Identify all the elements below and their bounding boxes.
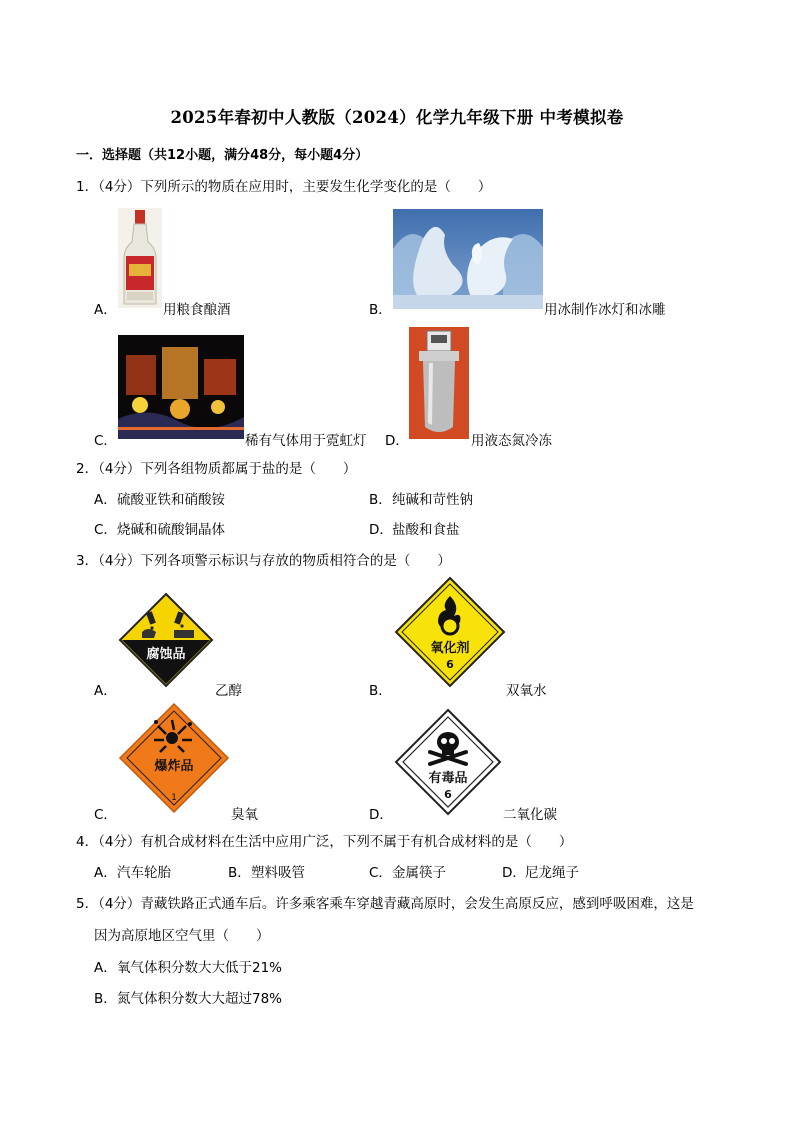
- q3-option-d-letter[interactable]: D．: [369, 807, 393, 823]
- liquid-nitrogen-tank-image: [409, 327, 469, 439]
- q4-option-b-letter[interactable]: B．: [228, 865, 251, 881]
- q3-option-c-text: 臭氧: [231, 807, 258, 823]
- q1-option-c-text: 稀有气体用于霓虹灯: [245, 433, 367, 449]
- toxic-sign-class: 6: [444, 788, 452, 801]
- oxidizer-sign-label: 氧化剂: [430, 641, 470, 656]
- q1-option-d-text: 用液态氮冷冻: [471, 433, 552, 449]
- q5-option-b-text: 氮气体积分数大大超过78%: [117, 991, 283, 1007]
- q3-option-b-letter[interactable]: B．: [369, 683, 392, 699]
- q1-option-d-letter[interactable]: D．: [385, 433, 409, 449]
- corrosive-sign-label: 腐蚀品: [146, 647, 186, 662]
- oxidizer-sign: [394, 576, 506, 688]
- corrosive-sign: [118, 592, 214, 688]
- oxidizer-sign-class: 6: [446, 658, 454, 671]
- q5-option-a-letter[interactable]: A．: [94, 960, 117, 976]
- explosive-sign-class: 1: [171, 793, 177, 803]
- q4-option-c-letter[interactable]: C．: [369, 865, 392, 881]
- neon-lights-image: [118, 335, 244, 439]
- toxic-sign-label: 有毒品: [428, 771, 468, 786]
- q1-option-b-letter[interactable]: B．: [369, 302, 392, 318]
- q3-option-b-text: 双氧水: [506, 683, 547, 699]
- q4-option-a-text: 汽车轮胎: [117, 865, 171, 881]
- question-5-stem: 5．（4分）青藏铁路正式通车后。许多乘客乘车穿越青藏高原时，会发生高原反应，感到呼吸困难，这是: [76, 896, 694, 912]
- explosive-sign: [118, 702, 230, 814]
- liquor-bottle-image: [118, 208, 162, 308]
- q2-option-a-letter[interactable]: A．: [94, 492, 117, 508]
- question-3-stem: 3．（4分）下列各项警示标识与存放的物质相符合的是（ ）: [76, 553, 451, 569]
- question-2-stem: 2．（4分）下列各组物质都属于盐的是（ ）: [76, 461, 357, 477]
- q2-option-b-text: 纯碱和苛性钠: [392, 492, 473, 508]
- q2-option-d-letter[interactable]: D．: [369, 522, 393, 538]
- q1-option-b-text: 用冰制作冰灯和冰雕: [544, 302, 666, 318]
- q4-option-b-text: 塑料吸管: [251, 865, 305, 881]
- question-4-stem: 4．（4分）有机合成材料在生活中应用广泛，下列不属于有机合成材料的是（ ）: [76, 834, 573, 850]
- question-1-stem: 1．（4分）下列所示的物质在应用时，主要发生化学变化的是（ ）: [76, 179, 492, 195]
- section-heading: 一．选择题（共12小题，满分48分，每小题4分）: [76, 148, 369, 163]
- q5-option-a-text: 氧气体积分数大大低于21%: [117, 960, 283, 976]
- toxic-sign: [394, 708, 502, 816]
- q4-option-c-text: 金属筷子: [392, 865, 446, 881]
- page-title: 2025年春初中人教版（2024）化学九年级下册 中考模拟卷: [170, 108, 624, 127]
- q4-option-a-letter[interactable]: A．: [94, 865, 117, 881]
- q2-option-b-letter[interactable]: B．: [369, 492, 392, 508]
- q1-option-a-letter[interactable]: A．: [94, 302, 117, 318]
- q1-option-a-text: 用粮食酿酒: [163, 302, 231, 318]
- question-5-stem-continued: 因为高原地区空气里（ ）: [94, 928, 270, 944]
- q3-option-c-letter[interactable]: C．: [94, 807, 117, 823]
- q3-option-a-text: 乙醇: [215, 683, 242, 699]
- q2-option-c-letter[interactable]: C．: [94, 522, 117, 538]
- q2-option-a-text: 硫酸亚铁和硝酸铵: [117, 492, 225, 508]
- explosive-sign-label: 爆炸品: [154, 759, 194, 774]
- q2-option-c-text: 烧碱和硫酸铜晶体: [117, 522, 225, 538]
- ice-swan-sculpture-image: [393, 209, 543, 309]
- q4-option-d-letter[interactable]: D．: [502, 865, 526, 881]
- q2-option-d-text: 盐酸和食盐: [392, 522, 460, 538]
- q3-option-a-letter[interactable]: A．: [94, 683, 117, 699]
- q3-option-d-text: 二氧化碳: [503, 807, 557, 823]
- q4-option-d-text: 尼龙绳子: [525, 865, 579, 881]
- q5-option-b-letter[interactable]: B．: [94, 991, 117, 1007]
- q1-option-c-letter[interactable]: C．: [94, 433, 117, 449]
